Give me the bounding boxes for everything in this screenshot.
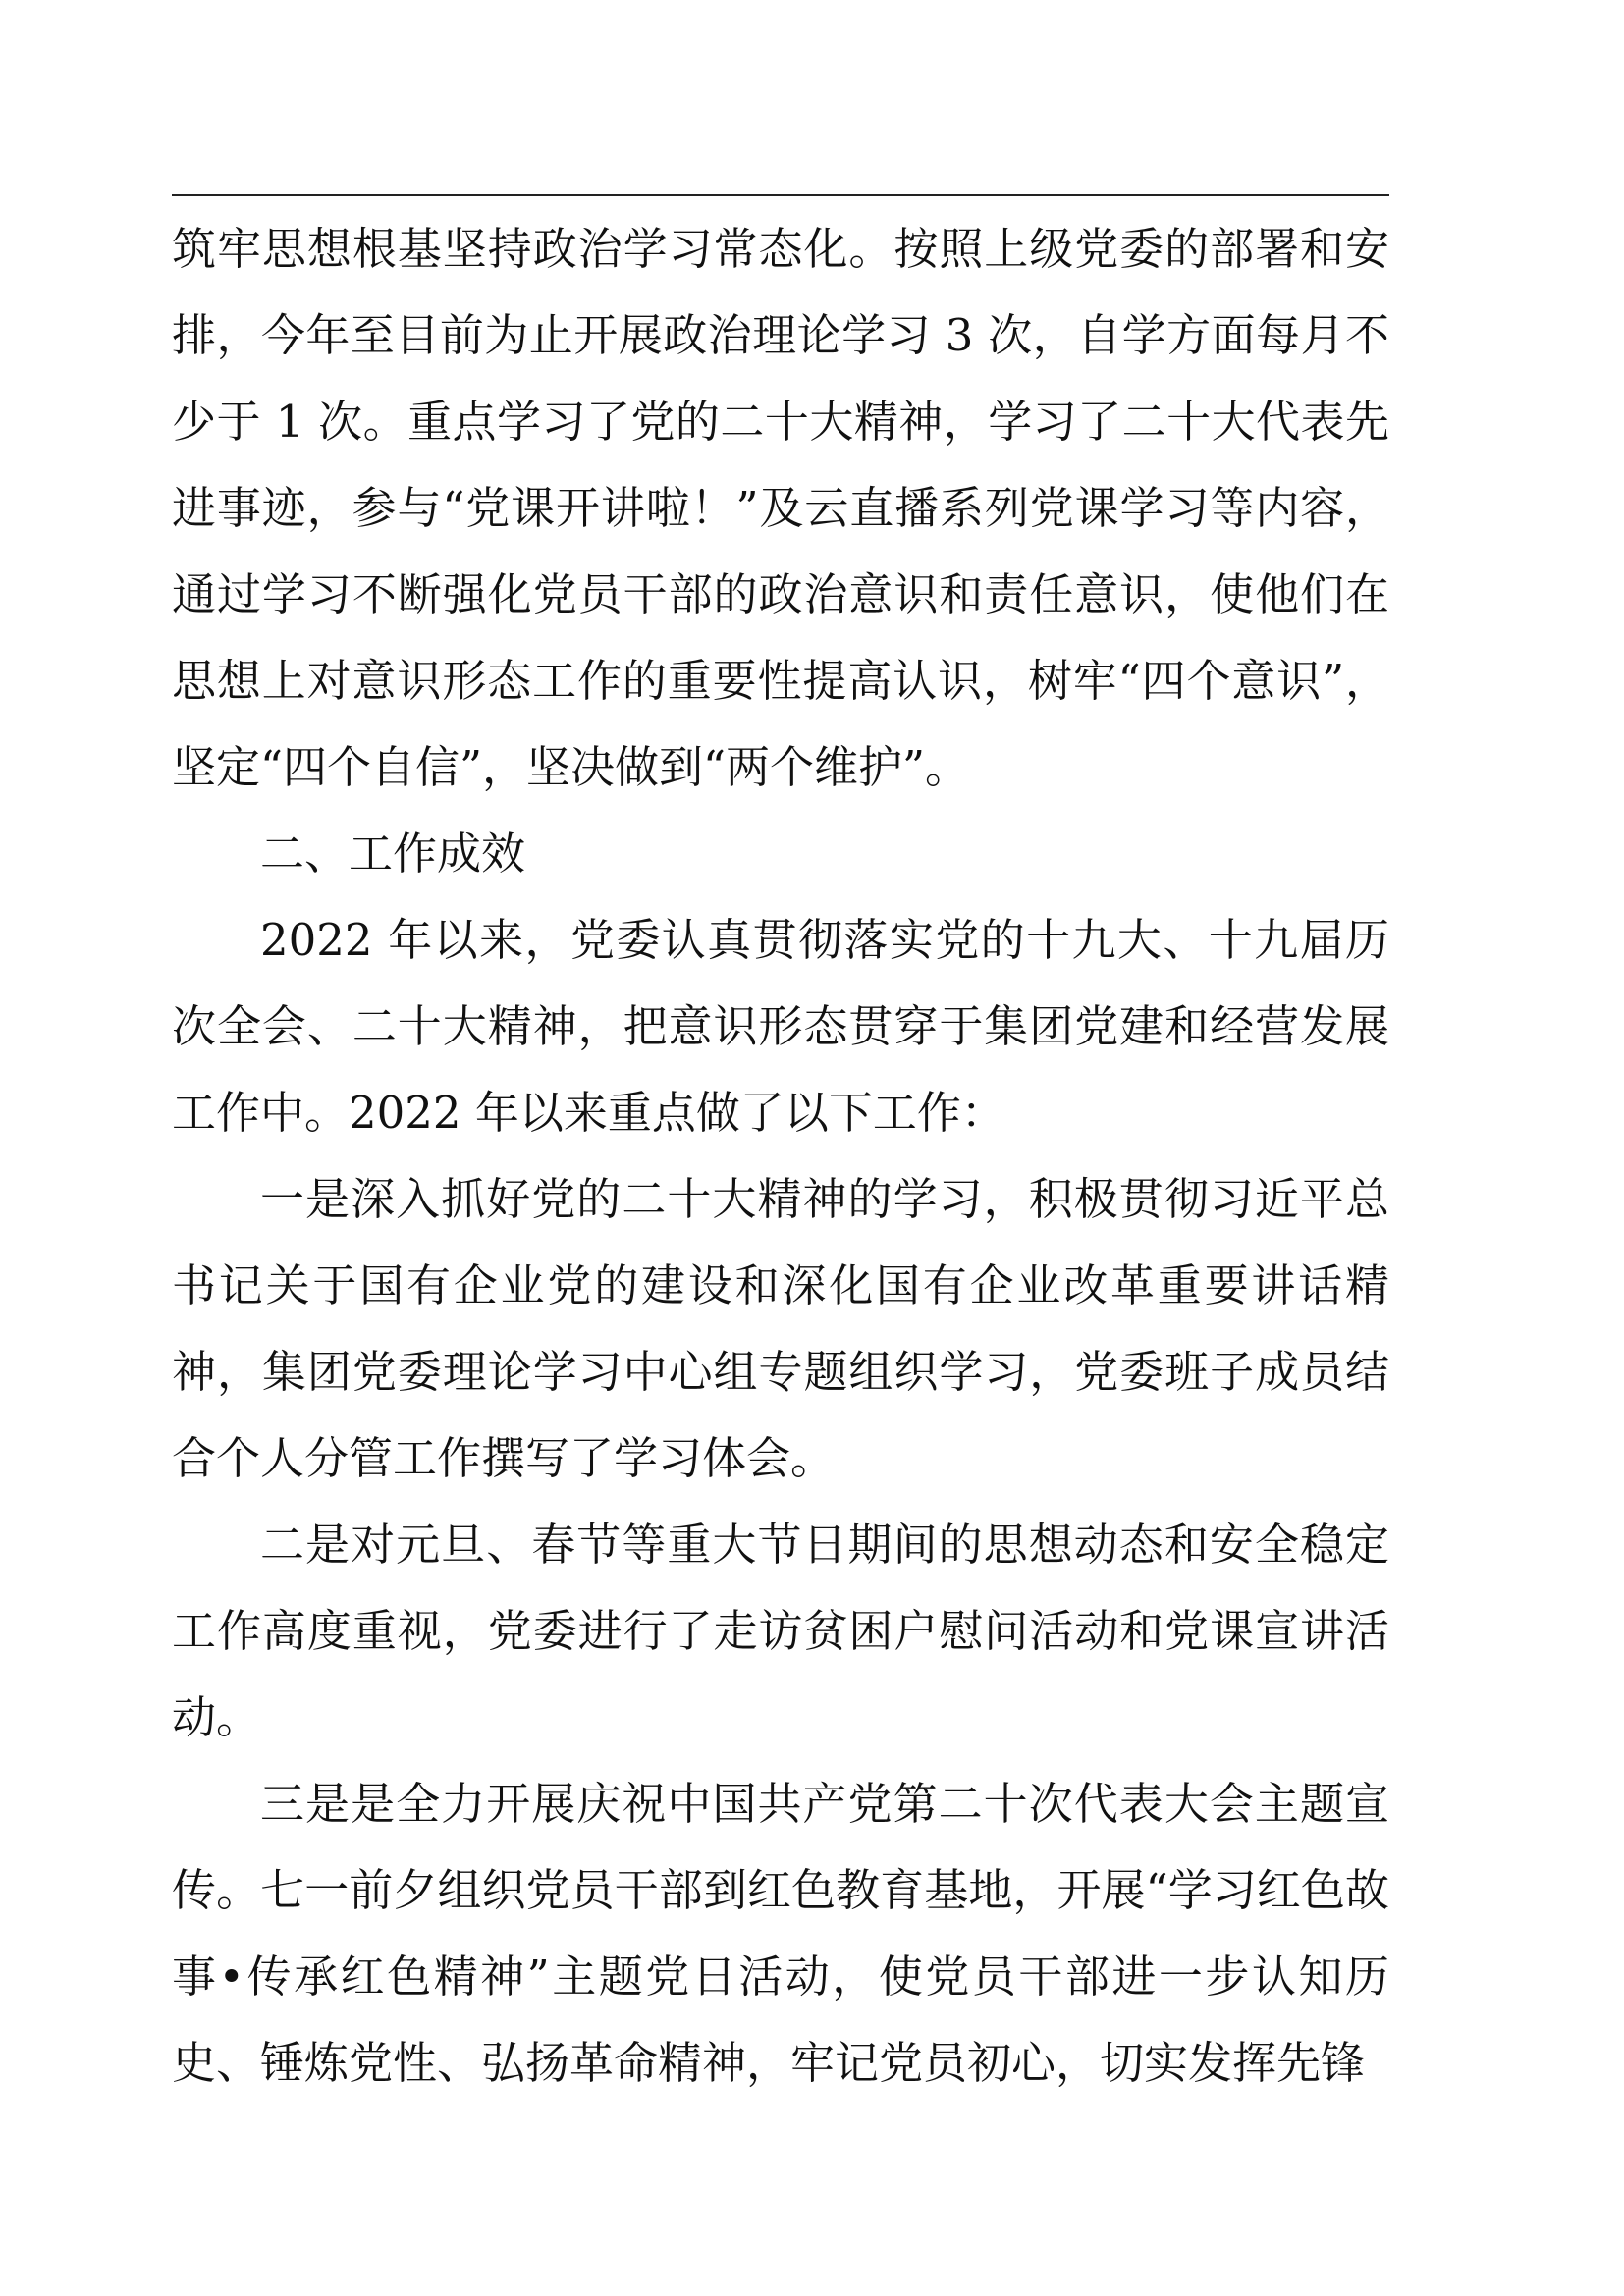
document-body: [172, 206, 1389, 2107]
paragraph-political-study: 筑牢思想根基坚持政治学习常态化。按照上级党委的部署和安排，今年至目前为止开展政治理论学习 3 次，自学方面每月不少于 1 次。重点学习了党的二十大精神，学习了二十大代表先进事迹，参与“党课开讲啦！”及云直播系列党课学习等内容，通过学习不断强化党员干部的政治意识和责任意识，使他们在思想上对意识形态工作的重要性提高认识，树牢“四个意识”，坚定“四个自信”，坚决做到“两个维护”。: [172, 223, 1389, 793]
paragraph-item-one: 一是深入抓好党的二十大精神的学习，积极贯彻习近平总书记关于国有企业党的建设和深化国有企业改革重要讲话精神，集团党委理论学习中心组专题组织学习，党委班子成员结合个人分管工作撰写了学习体会。: [172, 1173, 1389, 1484]
paragraph-item-two: 二是对元旦、春节等重大节日期间的思想动态和安全稳定工作高度重视，党委进行了走访贫困户慰问活动和党课宣讲活动。: [172, 1519, 1389, 1743]
paragraph-item-three: 三是是全力开展庆祝中国共产党第二十次代表大会主题宣传。七一前夕组织党员干部到红色教育基地，开展“学习红色故事•传承红色精神”主题党日活动，使党员干部进一步认知历史、锤炼党性、弘扬革命精神，牢记党员初心，切实发挥先锋: [172, 1778, 1389, 2089]
section-heading-work-results: 二、工作成效: [260, 828, 526, 880]
header-rule: [172, 194, 1389, 196]
paragraph-since-2022: 2022 年以来，党委认真贯彻落实党的十九大、十九届历次全会、二十大精神，把意识形态贯穿于集团党建和经营发展工作中。2022 年以来重点做了以下工作：: [172, 914, 1389, 1139]
